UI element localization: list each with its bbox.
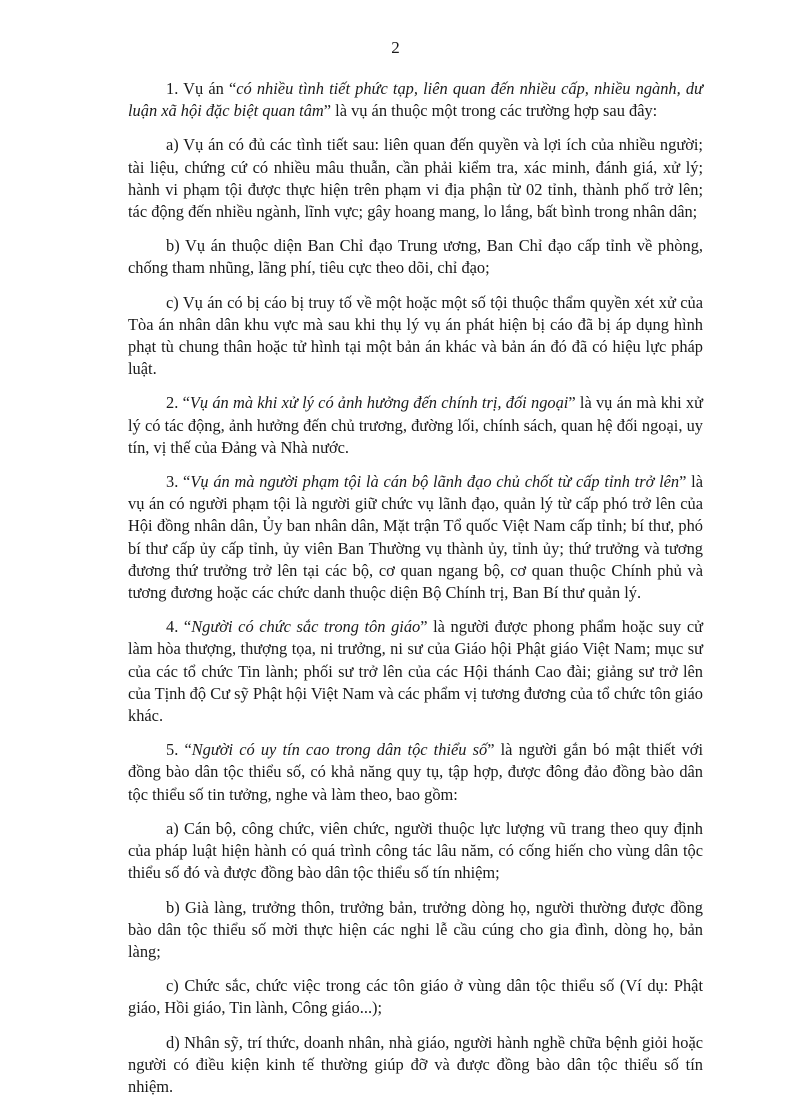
paragraph-text: ” là người gắn bó mật thiết với đồng bào dân tộc thiểu số, có khả năng quy tụ, tập hợp, được đông đảo đồng bào dân tộc thiểu số tin tưởng, nghe và làm theo, bao gồm: xyxy=(128,740,703,804)
paragraph-italic-term: Người có chức sắc trong tôn giáo xyxy=(191,617,421,637)
paragraph-text: 4. “ xyxy=(166,617,192,637)
paragraph-italic-term: Người có uy tín cao trong dân tộc thiểu số xyxy=(191,740,488,760)
paragraph-5d xyxy=(128,1032,703,1098)
paragraph-text: a) Vụ án có đủ các tình tiết sau: liên quan đến quyền và lợi ích của nhiều người; tài liệu, chứng cứ có nhiều mâu thuẫn, cần phải kiểm tra, xác minh, đánh giá, xử lý; hành vi phạm tội được thực hiện trên phạm vi địa phận từ 02 tỉnh, thành phố trở lên; tác động đến nhiều ngành, lĩnh vực; gây hoang mang, lo lắng, bất bình trong nhân dân; xyxy=(128,135,703,222)
paragraph-text: ” là vụ án thuộc một trong các trường hợp sau đây: xyxy=(323,101,658,121)
paragraph-text: d) Nhân sỹ, trí thức, doanh nhân, nhà giáo, người hành nghề chữa bệnh giỏi hoặc người có điều kiện kinh tế thường giúp đỡ và được đồng bào dân tộc thiểu số tín nhiệm. xyxy=(128,1032,703,1096)
paragraph-italic-term: Vụ án mà khi xử lý có ảnh hưởng đến chính trị, đối ngoại xyxy=(189,393,569,413)
paragraph-1 xyxy=(128,78,703,122)
paragraph-5a xyxy=(128,818,703,885)
paragraph-text: c) Vụ án có bị cáo bị truy tố về một hoặc một số tội thuộc thẩm quyền xét xử của Tòa án nhân dân khu vực mà sau khi thụ lý vụ án phát hiện bị cáo đã bị áp dụng hình phạt tù chung thân hoặc tử hình tại một bản án khác và bản án đó đã có hiệu lực pháp luật. xyxy=(128,292,703,379)
paragraph-text: 1. Vụ án “ xyxy=(166,79,237,98)
paragraph-text: 2. “ xyxy=(166,393,190,413)
paragraph-1c xyxy=(128,292,703,381)
paragraph-5b xyxy=(128,897,703,964)
paragraph-4 xyxy=(128,616,703,727)
paragraph-italic-term: có nhiều tình tiết phức tạp, liên quan đến nhiều cấp, nhiều ngành, dư luận xã hội đặc biệt quan tâm xyxy=(128,79,703,121)
paragraph-5 xyxy=(128,739,703,806)
paragraph-italic-term: Vụ án mà người phạm tội là cán bộ lãnh đạo chủ chốt từ cấp tỉnh trở lên xyxy=(190,472,680,492)
paragraph-5c xyxy=(128,975,703,1019)
page-number: 2 xyxy=(391,38,400,57)
paragraph-text: 3. “ xyxy=(166,472,191,492)
paragraph-1a xyxy=(128,134,703,223)
paragraph-text: ” là vụ án có người phạm tội là người giữ chức vụ lãnh đạo, quản lý từ cấp phó trở lên của Hội đồng nhân dân, Ủy ban nhân dân, Mặt trận Tổ quốc Việt Nam cấp tỉnh; bí thư, phó bí thư cấp ủy cấp tỉnh, ủy viên Ban Thường vụ thành ủy, tỉnh ủy; thứ trưởng và tương đương thứ trưởng trở lên tại các bộ, cơ quan ngang bộ, cơ quan thuộc Chính phủ và tương đương hoặc các chức danh thuộc diện Bộ Chính trị, Ban Bí thư quản lý. xyxy=(128,472,703,603)
paragraph-text: 5. “ xyxy=(166,740,192,760)
paragraph-text: ” là người được phong phẩm hoặc suy cử làm hòa thượng, thượng tọa, ni trưởng, ni sư của Giáo hội Phật giáo Việt Nam; mục sư của các tổ chức Tin lành; phối sư trở lên của các Hội thánh Cao đài; giảng sư trở lên của Tịnh độ Cư sỹ Phật hội Việt Nam và các phẩm vị tương đương của tổ chức tôn giáo khác. xyxy=(128,617,704,726)
paragraph-1b xyxy=(128,235,703,279)
paragraph-text: b) Già làng, trưởng thôn, trưởng bản, trưởng dòng họ, người thường được đồng bào dân tộc thiểu số mời thực hiện các nghi lễ cầu cúng cho gia đình, dòng họ, bản làng; xyxy=(128,897,703,961)
paragraph-text: ” là vụ án mà khi xử lý có tác động, ảnh hưởng đến chủ trương, đường lối, chính sách, quan hệ đối ngoại, uy tín, vị thế của Đảng và Nhà nước. xyxy=(128,393,703,457)
paragraph-2 xyxy=(128,392,703,459)
paragraph-text: c) Chức sắc, chức việc trong các tôn giáo ở vùng dân tộc thiểu số (Ví dụ: Phật giáo, Hồi giáo, Tin lành, Công giáo...); xyxy=(128,976,703,1018)
paragraph-text: b) Vụ án thuộc diện Ban Chỉ đạo Trung ương, Ban Chỉ đạo cấp tỉnh về phòng, chống tham nhũng, lãng phí, tiêu cực theo dõi, chỉ đạo; xyxy=(128,236,703,278)
paragraph-text: a) Cán bộ, công chức, viên chức, người thuộc lực lượng vũ trang theo quy định của pháp luật hiện hành có quá trình công tác lâu năm, có cống hiến cho vùng dân tộc thiểu số đó và được đồng bào dân tộc thiểu số tín nhiệm; xyxy=(128,818,703,883)
paragraph-3 xyxy=(128,471,703,604)
